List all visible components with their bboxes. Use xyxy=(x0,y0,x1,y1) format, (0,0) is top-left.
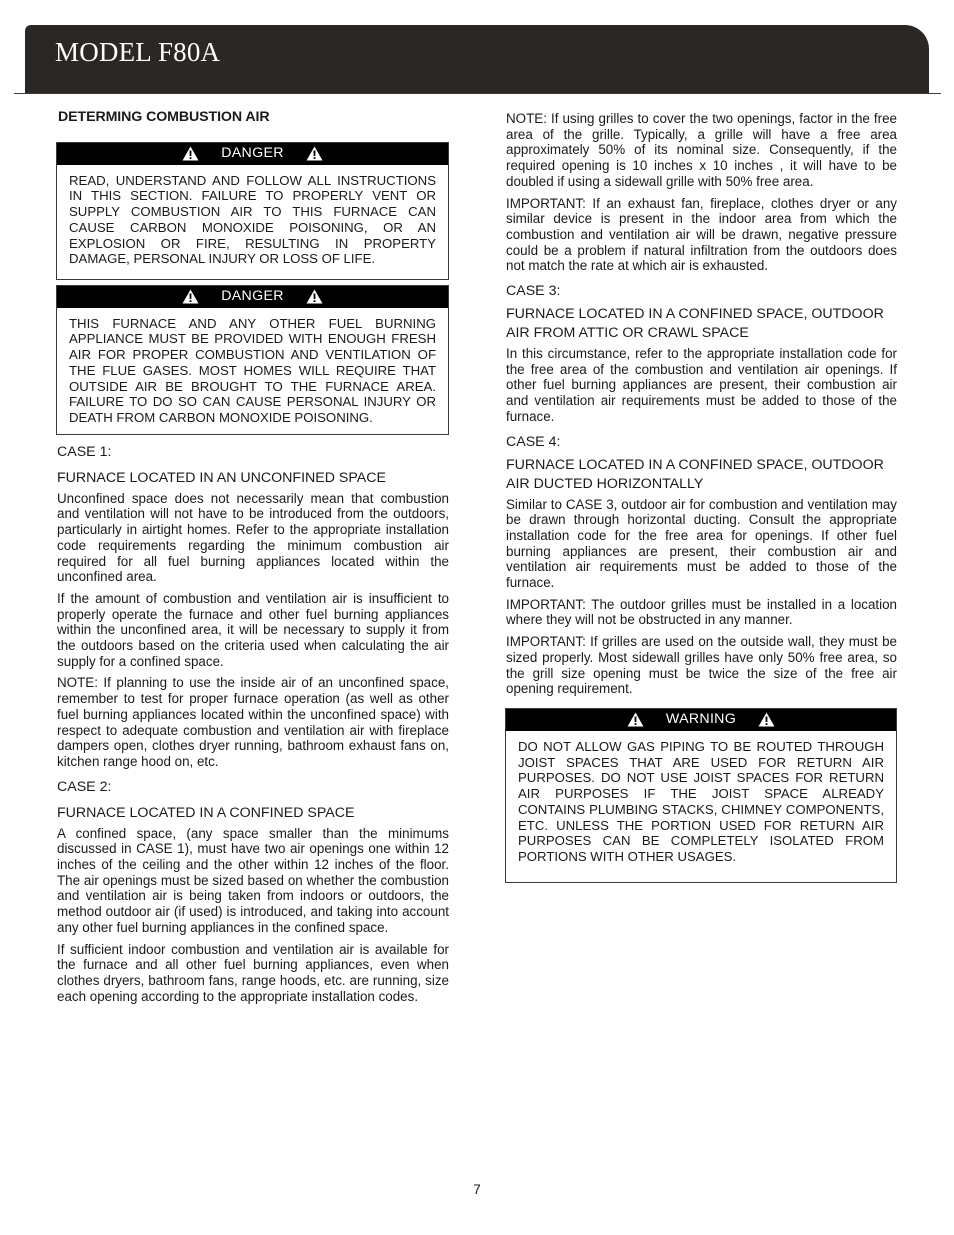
case-2-title: FURNACE LOCATED IN A CONFINED SPACE xyxy=(57,804,355,821)
warning-triangle-icon xyxy=(182,146,199,161)
warning-box xyxy=(505,708,897,883)
case-4-important: IMPORTANT: If grilles are used on the outside wall, they must be sized properly. Most sidewall grilles have only 50% free area, so the grill size opening must be twice the size of the free air opening requirement. xyxy=(506,634,897,697)
header-bar xyxy=(25,25,929,94)
case-4-important: IMPORTANT: The outdoor grilles must be installed in a location where they will not be obstructed in any manner. xyxy=(506,596,897,628)
case-3-label: CASE 3: xyxy=(506,283,561,300)
warning-triangle-icon xyxy=(182,289,199,304)
header-rule xyxy=(14,93,941,94)
danger-text: READ, UNDERSTAND AND FOLLOW ALL INSTRUCTIONS IN THIS SECTION. FAILURE TO PROPERLY VENT OR SUPPLY COMBUSTION AIR TO THIS FURNACE CAN CAUSE CARBON MONOXIDE POISONING, OR AN EXPLOSION OR FIRE, RESULTING IN PROPERTY DAMAGE, PERSONAL INJURY OR LOSS OF LIFE. xyxy=(69,172,436,267)
danger-header xyxy=(57,286,448,308)
warning-label: WARNING xyxy=(665,711,737,728)
case-3-title: FURNACE LOCATED IN A CONFINED SPACE, OUTDOOR AIR FROM ATTIC OR CRAWL SPACE xyxy=(506,306,884,342)
warning-triangle-icon xyxy=(627,712,644,727)
case-3-paragraph: In this circumstance, refer to the appropriate installation code for the free area of the combustion and ventilation air openings. If other fuel burning appliances are present, their combustion air and ventilation air requirements must be added to those of the furnace. xyxy=(506,346,897,424)
danger-label: DANGER xyxy=(221,287,284,304)
warning-triangle-icon xyxy=(758,712,775,727)
danger-label: DANGER xyxy=(221,144,284,161)
case-1-paragraph: Unconfined space does not necessarily mean that combustion and ventilation will not have to be introduced from the outdoors, particularly in airtight homes. Refer to the appropriate installation code requirements regarding the minimum combustion air required for all fuel burning appliances located within the unconfined area. xyxy=(57,490,449,585)
danger-box xyxy=(56,142,449,280)
case-1-label: CASE 1: xyxy=(57,443,112,460)
case-4-label: CASE 4: xyxy=(506,433,561,450)
case-4-paragraph: Similar to CASE 3, outdoor air for combustion and ventilation may be drawn through horizontal ducting. Consult the appropriate installation code for the free area for openings. If other fuel burning appliances are present, their combustion air and ventilation air requirements must be added to those of the furnace. xyxy=(506,496,897,591)
case-2-label: CASE 2: xyxy=(57,778,112,795)
warning-text: DO NOT ALLOW GAS PIPING TO BE ROUTED THROUGH JOIST SPACES THAT ARE USED FOR RETURN AIR PURPOSES. DO NOT USE JOIST SPACES FOR RETURN AIR PURPOSES IF THE JOIST SPACE ALREADY CONTAINS PLUMBING STACKS, CHIMNEY COMPONENTS, ETC. UNLESS THE PORTION USED FOR RETURN AIR PURPOSES CAN BE COMPLETELY ISOLATED FROM PORTIONS WITH OTHER USAGES. xyxy=(518,738,884,864)
grille-note: NOTE: If using grilles to cover the two openings, factor in the free area of the grille. Typically, a grille will have a free area approximately 50% of its nominal size. Consequently, if the required opening is 10 inches x 10 inches , it will have to be doubled if using a sidewall grille with 50% free area. xyxy=(506,111,897,189)
case-1-paragraph: If the amount of combustion and ventilation air is insufficient to properly operate the furnace and other fuel burning appliances within the unconfined area, it will be necessary to supply it from the outdoors based on the criteria used when calculating the air supply for a confined space. xyxy=(57,590,449,669)
right-column xyxy=(506,111,897,888)
case-2-paragraph: A confined space, (any space smaller than the minimums discussed in CASE 1), must have two air openings one within 12 inches of the ceiling and the other within 12 inches of the floor. The air openings must be sized based on whether the combustion and ventilation air is being taken from indoors or outdoors, the method outdoor air (if used) is introduced, and taking into account any other fuel burning appliances in the confined space. xyxy=(57,825,449,935)
case-4-title: FURNACE LOCATED IN A CONFINED SPACE, OUTDOOR AIR DUCTED HORIZONTALLY xyxy=(506,456,884,492)
warning-header xyxy=(506,709,896,731)
page-title: MODEL F80A xyxy=(55,37,221,67)
case-1-note: NOTE: If planning to use the inside air of an unconfined space, remember to test for proper furnace operation (as well as other fuel burning appliances located within the unconfined space) with respect to adequate combustion and ventilation air with fireplace dampers open, clothes dryer running, bathroom exhaust fans on, kitchen range hood on, etc. xyxy=(57,675,449,769)
danger-text: THIS FURNACE AND ANY OTHER FUEL BURNING APPLIANCE MUST BE PROVIDED WITH ENOUGH FRESH AIR FOR PROPER COMBUSTION AND VENTILATION OF THE FLUE GASES. MOST HOMES WILL REQUIRE THAT OUTSIDE AIR BE BROUGHT TO THE FURNACE AREA. FAILURE TO DO SO CAN CAUSE PERSONAL INJURY OR DEATH FROM CARBON MONOXIDE POISONING. xyxy=(69,315,436,425)
page-number: 7 xyxy=(473,1182,481,1197)
case-2-paragraph: If sufficient indoor combustion and ventilation air is available for the furnace and all other fuel burning appliances, even when clothes dryers, bathroom fans, range hoods, etc. are running, size each opening according to the appropriate installation codes. xyxy=(57,941,449,1004)
danger-box xyxy=(56,285,449,435)
exhaust-important: IMPORTANT: If an exhaust fan, fireplace, clothes dryer or any similar device is present in the indoor area from which the combustion and ventilation air will be drawn, negative pressure could be a problem if natural infiltration from the outdoors does not match the rate at which air is exhausted. xyxy=(506,195,897,274)
section-heading: DETERMING COMBUSTION AIR xyxy=(58,109,270,125)
case-1-title: FURNACE LOCATED IN AN UNCONFINED SPACE xyxy=(57,469,386,486)
left-column xyxy=(57,110,449,1010)
warning-triangle-icon xyxy=(306,146,323,161)
warning-triangle-icon xyxy=(306,289,323,304)
danger-header xyxy=(57,143,448,165)
